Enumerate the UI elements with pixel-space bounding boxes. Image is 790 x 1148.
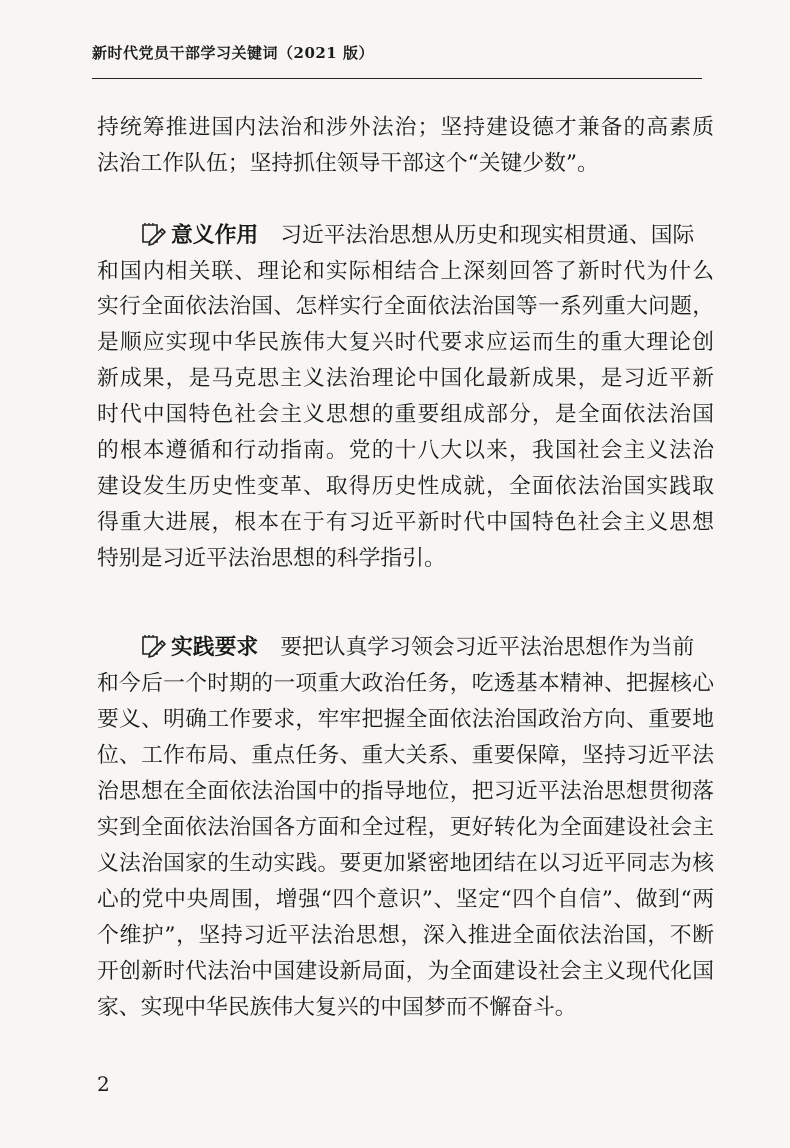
body-line: 心的党中央周围，增强“四个意识”、坚定“四个自信”、做到“两 — [97, 887, 714, 912]
body-line: 和国内相关联、理论和实际相结合上深刻回答了新时代为什么 — [97, 259, 714, 284]
body-line: 和今后一个时期的一项重大政治任务，吃透基本精神、把握核心 — [97, 671, 714, 696]
body-line: 法治工作队伍；坚持抓住领导干部这个“关键少数”。 — [97, 151, 599, 176]
page-number: 2 — [97, 1072, 110, 1096]
section-heading-line — [140, 632, 714, 664]
notebook-pencil-icon — [140, 222, 167, 246]
body-line: 得重大进展，根本在于有习近平新时代中国特色社会主义思想 — [97, 510, 714, 535]
section-heading: 意义作用 — [171, 223, 259, 248]
body-line: 位、工作布局、重点任务、重大关系、重要保障，坚持习近平法 — [97, 743, 714, 768]
header-rule — [92, 78, 702, 79]
body-line: 的根本遵循和行动指南。党的十八大以来，我国社会主义法治 — [97, 438, 714, 463]
body-line: 个维护”，坚持习近平法治思想，深入推进全面依法治国，不断 — [97, 923, 714, 948]
body-line: 治思想在全面依法治国中的指导地位，把习近平法治思想贯彻落 — [97, 779, 714, 804]
body-line: 要义、明确工作要求，牢牢把握全面依法治国政治方向、重要地 — [97, 707, 714, 732]
body-line: 家、实现中华民族伟大复兴的中国梦而不懈奋斗。 — [97, 995, 577, 1020]
body-line: 义法治国家的生动实践。要更加紧密地团结在以习近平同志为核 — [97, 851, 714, 876]
body-text: 习近平法治思想从历史和现实相贯通、国际 — [280, 223, 695, 248]
notebook-pencil-icon — [140, 634, 167, 658]
running-header: 新时代党员干部学习关键词（2021 版） — [92, 44, 374, 62]
body-line: 建设发生历史性变革、取得历史性成就，全面依法治国实践取 — [97, 474, 714, 499]
body-line: 持统筹推进国内法治和涉外法治；坚持建设德才兼备的高素质 — [97, 115, 714, 140]
body-text: 要把认真学习领会习近平法治思想作为当前 — [280, 635, 695, 660]
section-heading-line — [140, 220, 714, 252]
body-line: 实到全面依法治国各方面和全过程，更好转化为全面建设社会主 — [97, 815, 714, 840]
body-line: 是顺应实现中华民族伟大复兴时代要求应运而生的重大理论创 — [97, 330, 714, 355]
section-heading: 实践要求 — [171, 635, 259, 660]
body-line: 实行全面依法治国、怎样实行全面依法治国等一系列重大问题， — [97, 294, 714, 319]
body-line: 特别是习近平法治思想的科学指引。 — [97, 546, 446, 571]
body-line: 时代中国特色社会主义思想的重要组成部分，是全面依法治国 — [97, 402, 714, 427]
body-line: 新成果，是马克思主义法治理论中国化最新成果，是习近平新 — [97, 366, 714, 391]
body-line: 开创新时代法治中国建设新局面，为全面建设社会主义现代化国 — [97, 959, 714, 984]
